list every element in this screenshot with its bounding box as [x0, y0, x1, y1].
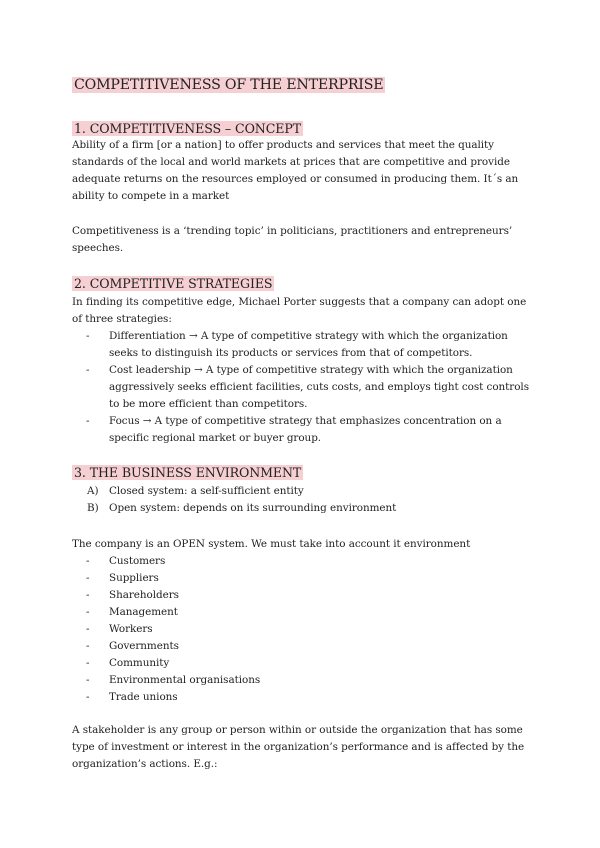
bullet-marker: -: [86, 572, 90, 584]
section-3-heading-text: 3. THE BUSINESS ENVIRONMENT: [74, 465, 302, 480]
section-2-intro: In finding its competitive edge, Michael Porter suggests that a company can adopt one of three strategies:: [72, 296, 527, 325]
bullet-marker: -: [86, 555, 90, 567]
strategy-cost-leadership: Cost leadership → A type of competitive strategy with which the organization aggressively seeks efficient facilities, cuts costs, and employs tight cost controls to be more efficient than competitors.: [109, 364, 529, 410]
stakeholder-trade-unions: Trade unions: [109, 691, 178, 703]
stakeholder-workers: Workers: [109, 623, 153, 635]
bullet-marker: -: [86, 606, 90, 618]
list-item: [72, 672, 532, 689]
list-item: [72, 638, 532, 655]
document-title: [72, 76, 385, 94]
list-item: [72, 500, 532, 517]
bullet-marker: -: [86, 623, 90, 635]
list-item: [72, 328, 532, 362]
open-system-text: Open system: depends on its surrounding environment: [109, 502, 397, 514]
list-item: [72, 413, 532, 447]
stakeholder-environmental-organisations: Environmental organisations: [109, 674, 261, 686]
list-item: [72, 587, 532, 604]
bullet-marker: -: [86, 589, 90, 601]
bullet-marker: -: [86, 691, 90, 703]
stakeholder-suppliers: Suppliers: [109, 572, 159, 584]
section-1-heading: [72, 121, 303, 137]
list-item: [72, 362, 532, 413]
list-item: [72, 553, 532, 570]
stakeholder-management: Management: [109, 606, 178, 618]
bullet-marker: -: [86, 674, 90, 686]
list-item: [72, 570, 532, 587]
stakeholder-governments: Governments: [109, 640, 179, 652]
strategy-focus: Focus → A type of competitive strategy that emphasizes concentration on a specific regional market or buyer group.: [109, 415, 502, 444]
stakeholder-shareholders: Shareholders: [109, 589, 179, 601]
bullet-marker: -: [86, 640, 90, 652]
document-title-text: COMPETITIVENESS OF THE ENTERPRISE: [74, 77, 384, 93]
stakeholder-list: [72, 553, 532, 706]
list-item: [72, 655, 532, 672]
open-system-intro: The company is an OPEN system. We must take into account it environment: [72, 538, 471, 550]
closed-system-text: Closed system: a self-sufficient entity: [109, 485, 304, 497]
stakeholder-customers: Customers: [109, 555, 166, 567]
stakeholder-community: Community: [109, 657, 170, 669]
strategy-list: [72, 328, 532, 447]
bullet-marker: -: [86, 657, 90, 669]
section-3-heading: [72, 465, 303, 481]
list-marker: B): [87, 502, 99, 514]
list-item: [72, 483, 532, 500]
strategy-differentiation: Differentiation → A type of competitive strategy with which the organization seeks to distinguish its products or services from that of competitors.: [109, 330, 508, 359]
list-item: [72, 689, 532, 706]
section-1-paragraph-2: Competitiveness is a ‘trending topic’ in politicians, practitioners and entrepreneurs’ speeches.: [72, 225, 513, 254]
bullet-marker: -: [86, 415, 90, 427]
list-marker: A): [87, 485, 99, 497]
section-2-heading-text: 2. COMPETITIVE STRATEGIES: [74, 276, 273, 291]
list-item: [72, 604, 532, 621]
bullet-marker: -: [86, 364, 90, 376]
section-1-paragraph-1: Ability of a firm [or a nation] to offer products and services that meet the quality standards of the local and world markets at prices that are competitive and provide adequate returns on the resources employed or consumed in producing them. It´s an ability to compete in a market: [72, 139, 519, 202]
system-type-list: [72, 483, 532, 517]
list-item: [72, 621, 532, 638]
bullet-marker: -: [86, 330, 90, 342]
section-2-heading: [72, 276, 274, 292]
section-1-heading-text: 1. COMPETITIVENESS – CONCEPT: [74, 121, 302, 136]
stakeholder-definition: A stakeholder is any group or person within or outside the organization that has some type of investment or interest in the organization’s performance and is affected by the organization’s actions. E.g.:: [72, 724, 525, 770]
